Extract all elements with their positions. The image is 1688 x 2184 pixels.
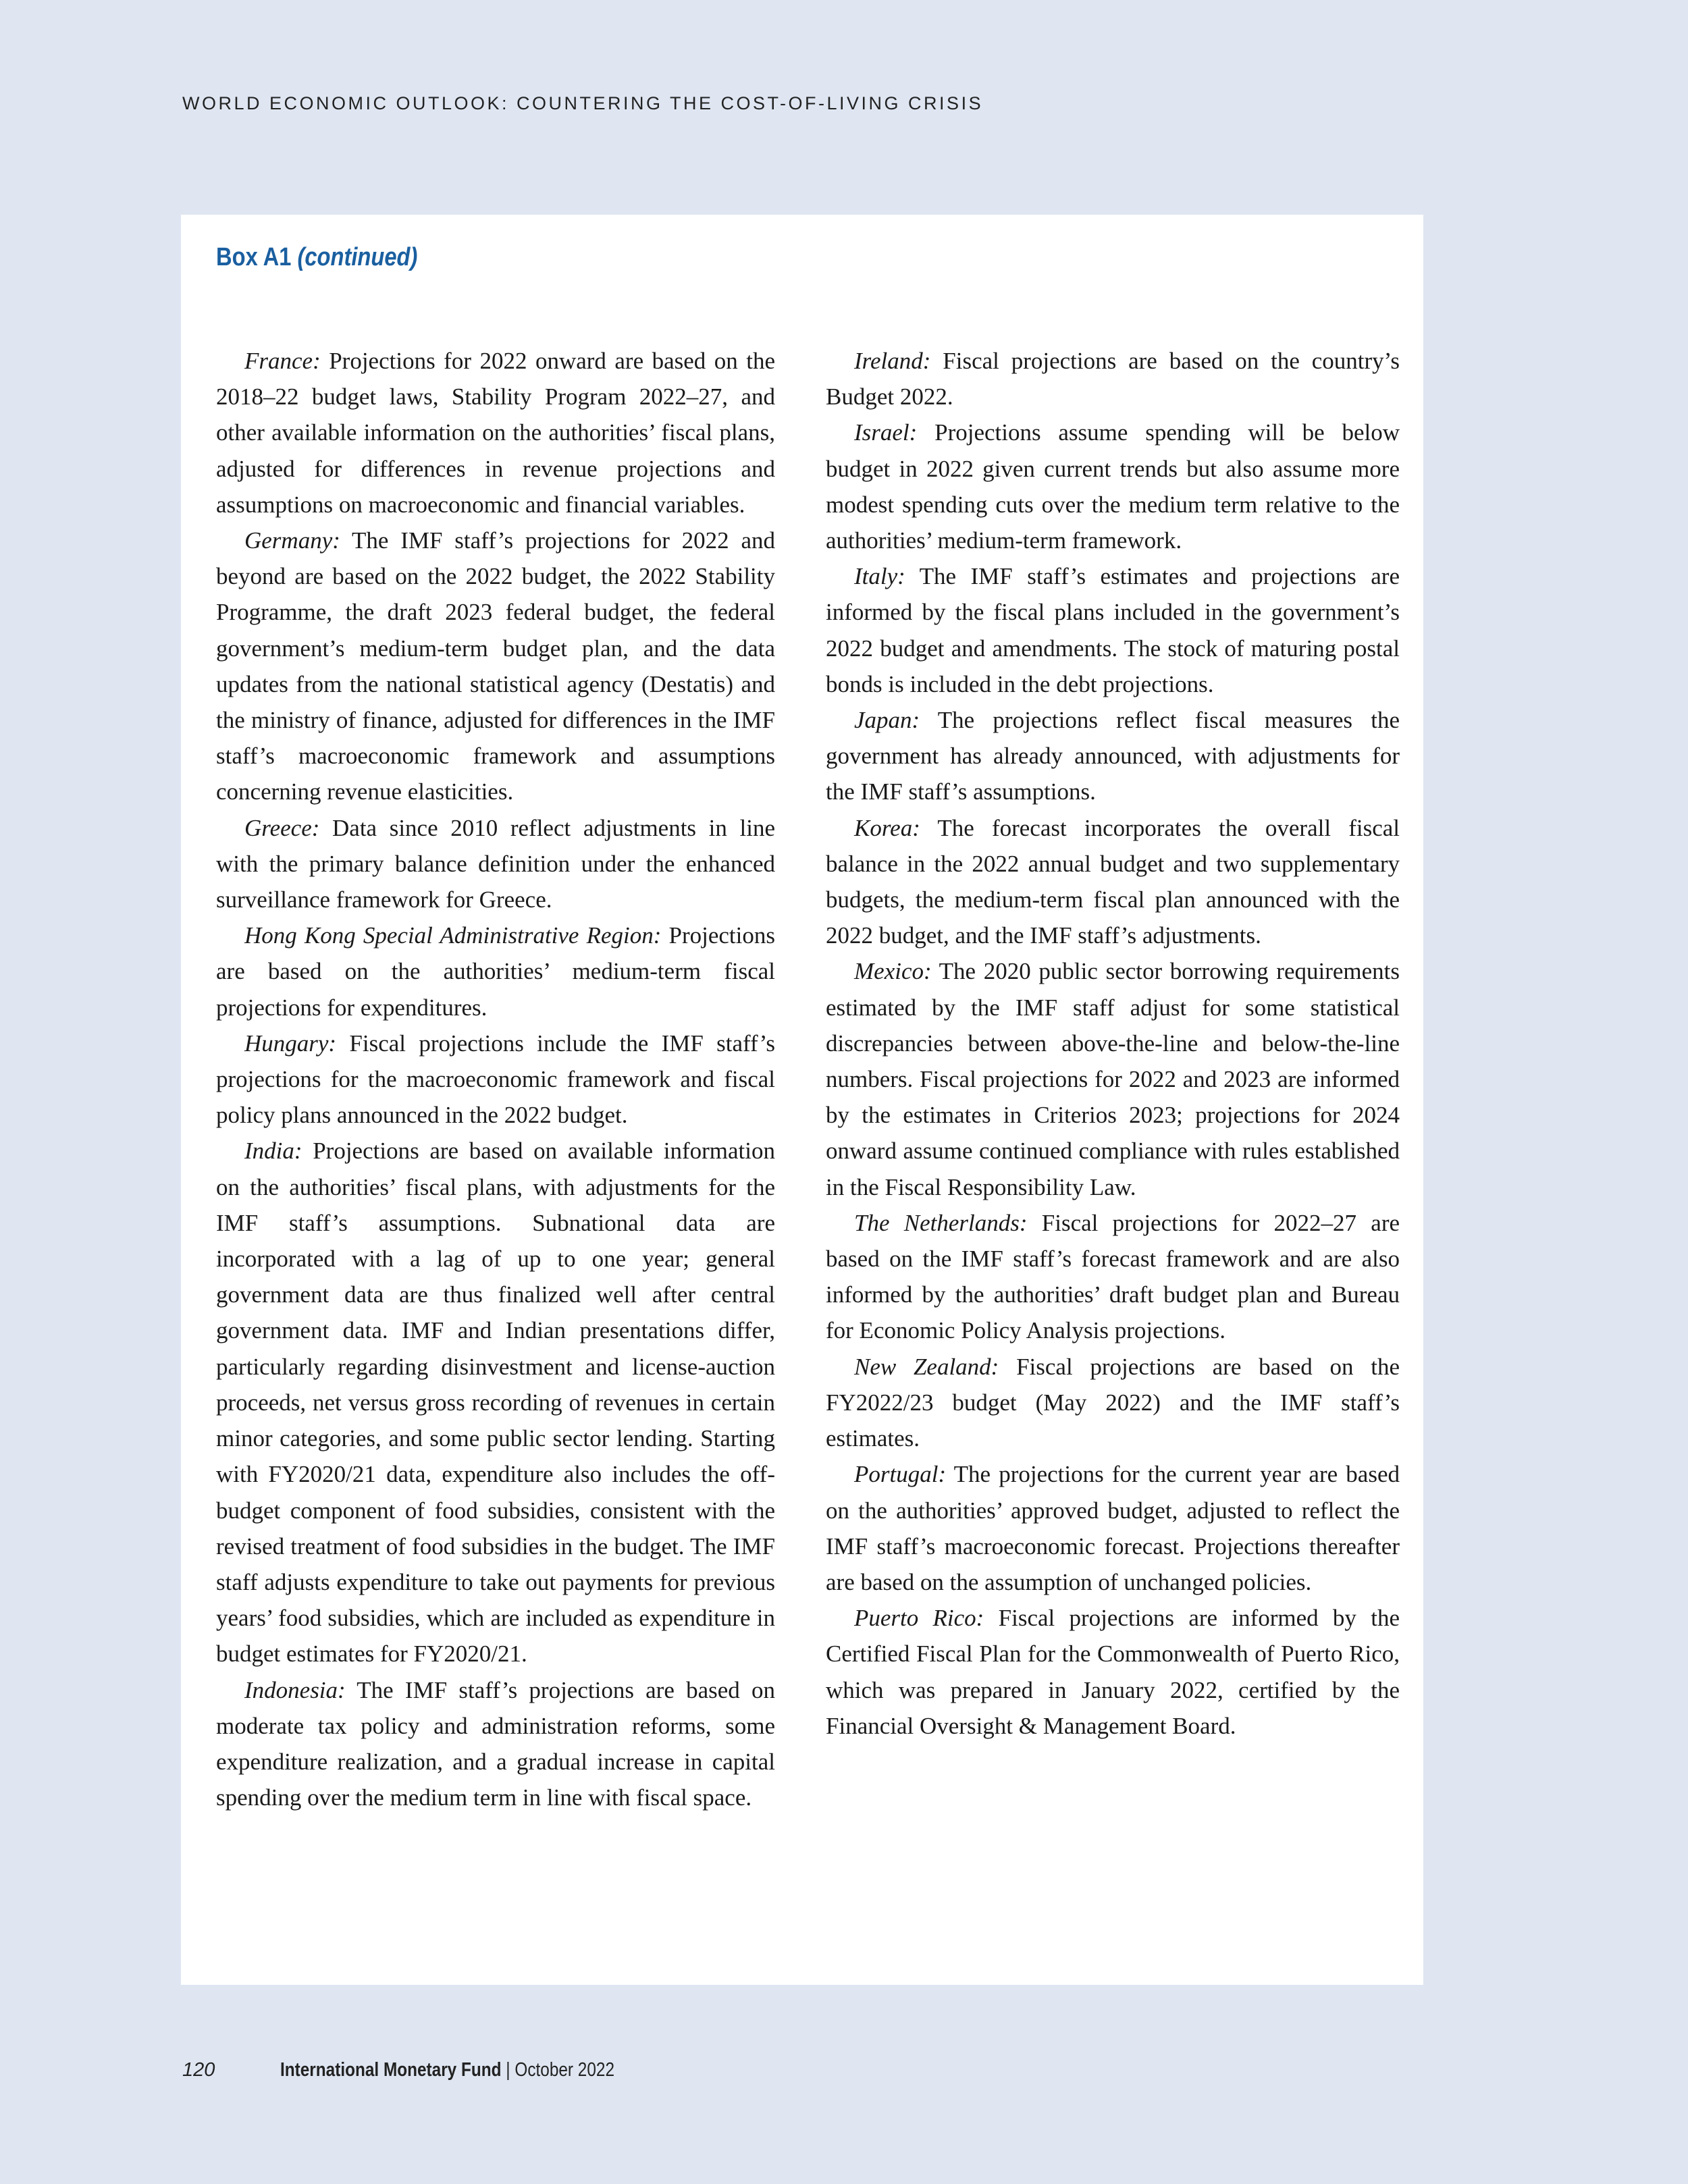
country-label: New Zealand:: [854, 1353, 999, 1380]
country-label: The Netherlands:: [854, 1209, 1028, 1236]
paragraph-text: Projections are based on available information on the authorities’ fiscal plans, with adjustments for the IMF staff’s assumptions. Subnational data are incorporated with a lag of up to one year; general government data are thus finalized well after central government data. IMF and Indian presentations differ, particularly regarding disinvestment and license-auction proceeds, net versus gross recording of revenues in certain minor categories, and some public sector lending. Starting with FY2020/21 data, expenditure also includes the off-budget component of food subsidies, consistent with the revised treatment of food subsidies in the budget. The IMF staff adjusts expenditure to take out payments for previous years’ food subsidies, which are included as expenditure in budget estimates for FY2020/21.: [216, 1138, 775, 1668]
paragraph-text: Fiscal projections include the IMF staff’s projections for the macroeconomic framework and fiscal policy plans announced in the 2022 budget.: [216, 1030, 775, 1129]
paragraph-text: Data since 2010 reflect adjustments in line with the primary balance definition under the enhanced surveillance framework for Greece.: [216, 814, 775, 913]
country-label: Korea:: [854, 814, 920, 841]
paragraph: [826, 1205, 1400, 1349]
page-number: 120: [182, 2059, 215, 2081]
paragraph: [826, 343, 1400, 415]
footer-date: October 2022: [515, 2059, 615, 2081]
paragraph: [216, 1672, 775, 1816]
country-label: Hungary:: [244, 1030, 337, 1057]
paragraph: [216, 810, 775, 918]
country-label: France:: [244, 348, 321, 374]
country-label: Indonesia:: [244, 1676, 346, 1703]
paragraph: [216, 917, 775, 1026]
paragraph: [826, 953, 1400, 1204]
right-column: [826, 343, 1400, 1744]
paragraph: [216, 1026, 775, 1134]
paragraph: [216, 343, 775, 523]
paragraph-text: Projections are based on the authorities’ medium-term fiscal projections for expenditures.: [216, 922, 775, 1021]
paragraph-text: Fiscal projections are based on the country’s Budget 2022.: [826, 348, 1400, 410]
country-label: Israel:: [854, 419, 918, 446]
paragraph-text: The IMF staff’s projections for 2022 and beyond are based on the 2022 budget, the 2022 Stability Programme, the draft 2023 federal budget, the federal government’s medium-term budget plan, and the data updates from the national statistical agency (Destatis) and the ministry of finance, adjusted for differences in the IMF staff’s macroeconomic framework and assumptions concerning revenue elasticities.: [216, 527, 775, 805]
paragraph-text: The projections reflect fiscal measures the government has already announced, with adjustments for the IMF staff’s assumptions.: [826, 707, 1400, 805]
paragraph: [826, 810, 1400, 954]
paragraph-text: Projections for 2022 onward are based on the 2018–22 budget laws, Stability Program 2022–27, and other available information on the authorities’ fiscal plans, adjusted for differences in revenue projections and assumptions on macroeconomic and financial variables.: [216, 348, 775, 518]
paragraph-text: The IMF staff’s projections are based on moderate tax policy and administration reforms, some expenditure realization, and a gradual increase in capital spending over the medium term in line with fiscal space.: [216, 1676, 775, 1811]
paragraph-text: Fiscal projections are based on the FY2022/23 budget (May 2022) and the IMF staff’s estimates.: [826, 1353, 1400, 1452]
page-footer: [182, 2059, 615, 2081]
country-label: Japan:: [854, 707, 920, 734]
paragraph: [826, 415, 1400, 558]
paragraph: [826, 1600, 1400, 1744]
paragraph-text: Projections assume spending will be below budget in 2022 given current trends but also assume more modest spending cuts over the medium term relative to the authorities’ medium-term framework.: [826, 419, 1400, 554]
paragraph-text: The forecast incorporates the overall fiscal balance in the 2022 annual budget and two supplementary budgets, the medium-term fiscal plan announced with the 2022 budget, and the IMF staff’s adjustments.: [826, 814, 1400, 949]
paragraph: [216, 523, 775, 810]
country-label: Greece:: [244, 814, 320, 841]
box-a1: [181, 215, 1423, 1985]
footer-separator: |: [501, 2059, 515, 2081]
box-title-label: Box A1: [216, 243, 292, 271]
paragraph-text: Fiscal projections for 2022–27 are based on the IMF staff’s forecast framework and are also informed by the authorities’ draft budget plan and Bureau for Economic Policy Analysis projections.: [826, 1209, 1400, 1344]
running-head: WORLD ECONOMIC OUTLOOK: COUNTERING THE COST-OF-LIVING CRISIS: [182, 93, 984, 113]
paragraph: [826, 558, 1400, 702]
box-title-continued: (continued): [297, 243, 418, 271]
country-label: Portugal:: [854, 1461, 947, 1488]
box-title: [216, 243, 417, 272]
paragraph: [826, 1349, 1400, 1457]
paragraph-text: Fiscal projections are informed by the Certified Fiscal Plan for the Commonwealth of Puerto Rico, which was prepared in January 2022, certified by the Financial Oversight & Management Board.: [826, 1605, 1400, 1739]
paragraph: [216, 1133, 775, 1672]
country-label: Ireland:: [854, 348, 931, 374]
country-label: Italy:: [854, 563, 905, 590]
left-column: [216, 343, 775, 1815]
country-label: Germany:: [244, 527, 340, 554]
country-label: India:: [244, 1138, 302, 1165]
country-label: Puerto Rico:: [854, 1605, 984, 1632]
country-label: Mexico:: [854, 958, 932, 985]
paragraph-text: The projections for the current year are based on the authorities’ approved budget, adjusted to reflect the IMF staff’s macroeconomic forecast. Projections thereafter are based on the assumption of unchanged policies.: [826, 1461, 1400, 1595]
footer-organization: International Monetary Fund: [280, 2059, 502, 2081]
paragraph-text: The 2020 public sector borrowing requirements estimated by the IMF staff adjust for some statistical discrepancies between above-the-line and below-the-line numbers. Fiscal projections for 2022 and 2023 are informed by the estimates in Criterios 2023; projections for 2024 onward assume continued compliance with rules established in the Fiscal Responsibility Law.: [826, 958, 1400, 1200]
footer-publication: [280, 2059, 614, 2081]
paragraph: [826, 1456, 1400, 1600]
paragraph: [826, 702, 1400, 810]
paragraph-text: The IMF staff’s estimates and projections are informed by the fiscal plans included in the government’s 2022 budget and amendments. The stock of maturing postal bonds is included in the debt projections.: [826, 563, 1400, 697]
country-label: Hong Kong Special Administrative Region:: [244, 922, 662, 949]
